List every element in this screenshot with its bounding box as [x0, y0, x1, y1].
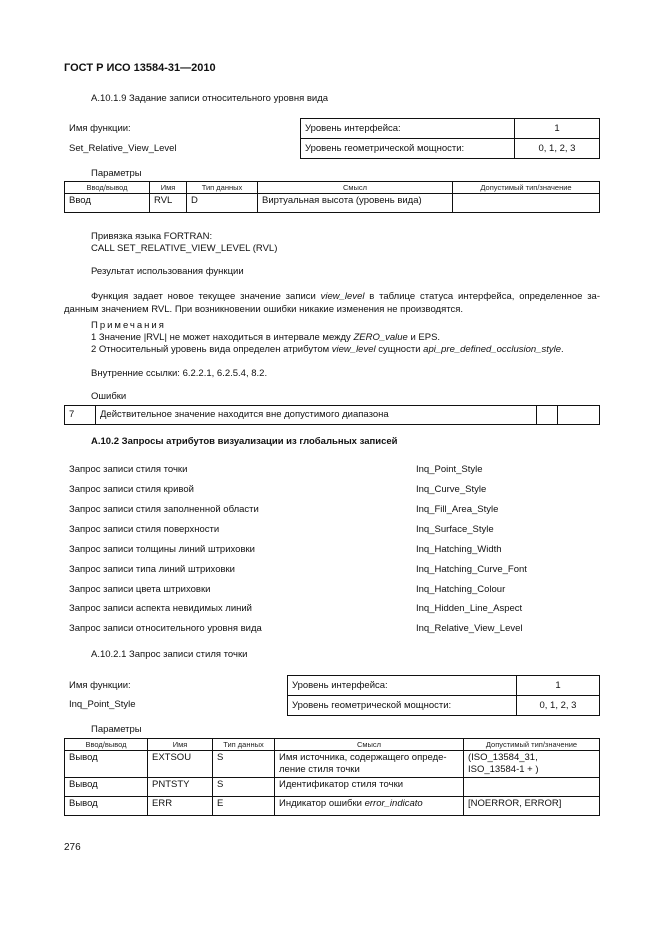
note-2-italic-2: api_pre_defined_occlusion_style: [423, 344, 562, 355]
geometry-level-value: 0, 1, 2, 3: [515, 139, 600, 159]
meaning-line: Идентификатор стиля точки: [279, 779, 404, 791]
meaning-line: Имя источника, содержащего опреде-: [279, 752, 447, 764]
cell-meaning: [275, 751, 464, 778]
list-item: [69, 584, 609, 598]
col-header-meaning: Смысл: [258, 182, 453, 194]
description-text-1: Функция задает новое текущее значение записи: [91, 291, 321, 302]
meaning-line: Индикатор ошибки: [279, 798, 365, 810]
result-label: Результат использования функции: [91, 266, 244, 277]
section-title: А.10.2 Запросы атрибутов визуализации из глобальных записей: [91, 436, 398, 447]
cell-io: Вывод: [65, 778, 148, 797]
query-function: Inq_Hatching_Curve_Font: [416, 564, 527, 575]
note-1-text: 1 Значение |RVL| не может находиться в интервале между: [91, 332, 354, 343]
cell-meaning: Виртуальная высота (уровень вида): [258, 194, 453, 213]
function-name: Set_Relative_View_Level: [69, 143, 177, 154]
table-row: [301, 119, 600, 139]
table-row: [288, 676, 600, 696]
cell-io: Ввод: [65, 194, 150, 213]
list-item: [69, 603, 609, 617]
section-title: А.10.2.1 Запрос записи стиля точки: [91, 649, 248, 660]
interface-level-value: 1: [517, 676, 600, 696]
page-number: 276: [64, 842, 81, 853]
table-header-row: [65, 182, 600, 194]
query-function: Inq_Hatching_Width: [416, 544, 502, 555]
col-header-type: Тип данных: [213, 739, 275, 751]
table-row: [65, 778, 600, 797]
function-label: Имя функции:: [69, 680, 131, 691]
error-empty-cell: [537, 406, 558, 425]
interface-level-label: Уровень интерфейса:: [288, 676, 517, 696]
note-1-italic: ZERO_value: [353, 332, 408, 343]
list-item: [69, 623, 609, 637]
note-2-end: .: [561, 344, 564, 355]
cell-io: Вывод: [65, 751, 148, 778]
page-header: ГОСТ Р ИСО 13584-31—2010: [64, 62, 216, 74]
section-title: А.10.1.9 Задание записи относительного уровня вида: [91, 93, 329, 104]
cell-meaning: [275, 778, 464, 797]
params-label: Параметры: [91, 724, 142, 735]
note-2: [91, 344, 564, 356]
cell-meaning: [275, 797, 464, 816]
allowed-line: [NOERROR, ERROR]: [468, 798, 562, 810]
cell-allowed: [453, 194, 600, 213]
cell-allowed: [464, 778, 600, 797]
geometry-level-label: Уровень геометрической мощности:: [301, 139, 515, 159]
query-function: Inq_Relative_View_Level: [416, 623, 523, 634]
internal-refs: Внутренние ссылки: 6.2.2.1, 6.2.5.4, 8.2.: [91, 368, 268, 379]
params-label: Параметры: [91, 168, 142, 179]
note-1: [91, 332, 440, 344]
query-label: Запрос записи стиля поверхности: [69, 524, 220, 535]
errors-table: [64, 405, 600, 425]
notes-title: Примечания: [91, 320, 166, 331]
description-paragraph: [64, 290, 600, 316]
list-item: [69, 504, 609, 518]
cell-type: D: [187, 194, 258, 213]
error-empty-cell: [558, 406, 600, 425]
query-label: Запрос записи относительного уровня вида: [69, 623, 262, 634]
description-italic: view_level: [320, 291, 365, 302]
query-function: Inq_Fill_Area_Style: [416, 504, 499, 515]
query-label: Запрос записи типа линий штриховки: [69, 564, 235, 575]
levels-table: [287, 675, 600, 716]
allowed-line: (ISO_13584_31,: [468, 752, 538, 764]
interface-level-value: 1: [515, 119, 600, 139]
col-header-io: Ввод/вывод: [65, 182, 150, 194]
cell-io: Вывод: [65, 797, 148, 816]
table-row: [65, 751, 600, 778]
note-1-end: и EPS.: [407, 332, 441, 343]
cell-type: S: [213, 751, 275, 778]
cell-type: S: [213, 778, 275, 797]
meaning-line: ление стиля точки: [279, 764, 360, 776]
query-function: Inq_Hidden_Line_Aspect: [416, 603, 523, 614]
list-item: [69, 564, 609, 578]
cell-name: RVL: [150, 194, 187, 213]
errors-label: Ошибки: [91, 391, 127, 402]
table-row: [65, 797, 600, 816]
cell-name: ERR: [148, 797, 213, 816]
note-2-mid: сущности: [375, 344, 424, 355]
col-header-io: Ввод/вывод: [65, 739, 148, 751]
error-text: Действительное значение находится вне допустимого диапазона: [96, 406, 537, 425]
list-item: [69, 524, 609, 538]
params-table: [64, 738, 600, 816]
list-item: [69, 464, 609, 478]
query-function: Inq_Hatching_Colour: [416, 584, 506, 595]
fortran-binding-call: CALL SET_RELATIVE_VIEW_LEVEL (RVL): [91, 243, 278, 254]
col-header-name: Имя: [150, 182, 187, 194]
note-2-text: 2 Относительный уровень вида определен атрибутом: [91, 344, 332, 355]
cell-allowed: [464, 797, 600, 816]
meaning-italic: error_indicato: [364, 798, 423, 810]
table-row: [65, 194, 600, 213]
table-row: [65, 406, 600, 425]
cell-name: PNTSTY: [148, 778, 213, 797]
col-header-allowed: Допустимый тип/значение: [453, 182, 600, 194]
query-function: Inq_Curve_Style: [416, 484, 487, 495]
query-label: Запрос записи цвета штриховки: [69, 584, 211, 595]
interface-level-label: Уровень интерфейса:: [301, 119, 515, 139]
table-row: [288, 696, 600, 716]
list-item: [69, 484, 609, 498]
cell-allowed: [464, 751, 600, 778]
query-function: Inq_Point_Style: [416, 464, 483, 475]
query-label: Запрос записи стиля заполненной области: [69, 504, 259, 515]
allowed-line: ISO_13584-1 + ): [468, 764, 539, 776]
query-label: Запрос записи стиля кривой: [69, 484, 194, 495]
description-text-2: в таблице статуса интерфейса, определенное за-данным значением RVL. При возникновении ошибки никакие изменения не производятся.: [64, 291, 600, 315]
cell-type: E: [213, 797, 275, 816]
geometry-level-label: Уровень геометрической мощности:: [288, 696, 517, 716]
list-item: [69, 544, 609, 558]
geometry-level-value: 0, 1, 2, 3: [517, 696, 600, 716]
note-2-italic-1: view_level: [331, 344, 376, 355]
function-name: Inq_Point_Style: [69, 699, 136, 710]
params-table: [64, 181, 600, 213]
table-header-row: [65, 739, 600, 751]
cell-name: EXTSOU: [148, 751, 213, 778]
col-header-type: Тип данных: [187, 182, 258, 194]
table-row: [301, 139, 600, 159]
col-header-name: Имя: [148, 739, 213, 751]
query-label: Запрос записи аспекта невидимых линий: [69, 603, 252, 614]
error-code: 7: [65, 406, 96, 425]
fortran-binding-label: Привязка языка FORTRAN:: [91, 231, 213, 242]
col-header-allowed: Допустимый тип/значение: [464, 739, 600, 751]
col-header-meaning: Смысл: [275, 739, 464, 751]
query-label: Запрос записи стиля точки: [69, 464, 188, 475]
levels-table: [300, 118, 600, 159]
query-label: Запрос записи толщины линий штриховки: [69, 544, 255, 555]
function-label: Имя функции:: [69, 123, 131, 134]
query-function: Inq_Surface_Style: [416, 524, 494, 535]
